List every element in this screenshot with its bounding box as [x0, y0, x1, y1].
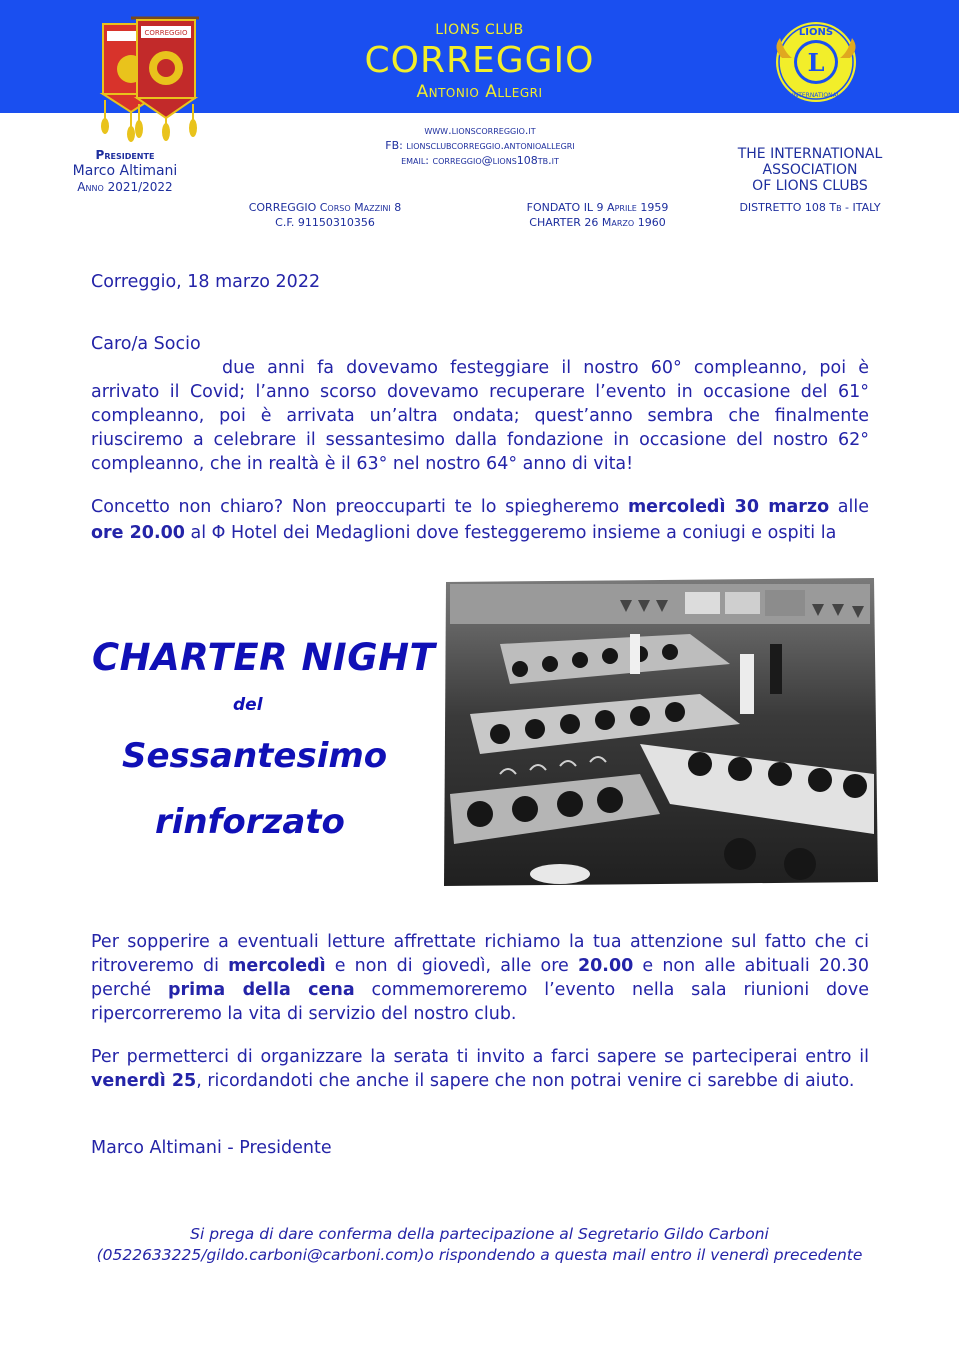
president-label: Presidente	[95, 148, 155, 162]
charter-rinforzato: rinforzato	[155, 802, 345, 842]
signature: Marco Altimani - Presidente	[91, 1138, 332, 1158]
emblem-letter: L	[807, 48, 825, 77]
footer-note	[0, 1224, 959, 1266]
salutation: Caro/a Socio	[91, 334, 201, 354]
paragraph-2: Concetto non chiaro? Non preoccuparti te lo spiegheremo mercoledì 30 marzo alle ore 20.00 al Φ Hotel dei Medaglioni dove festeggeremo insieme a coniugi e ospiti la	[91, 497, 869, 543]
address: CORREGGIO Corso Mazzini 8	[248, 201, 402, 214]
email-link[interactable]: email: correggio@lions108tb.it	[401, 154, 559, 167]
charter-date: CHARTER 26 Marzo 1960	[529, 216, 666, 229]
club-subtitle: Antonio Allegri	[416, 82, 543, 102]
charter-title: CHARTER NIGHT	[92, 636, 436, 679]
club-name: CORREGGIO	[364, 40, 595, 81]
facebook-link[interactable]: FB: lionsclubcorreggio.antonioallegri	[385, 139, 575, 152]
letter-date: Correggio, 18 marzo 2022	[91, 272, 321, 292]
association-line-2: ASSOCIATION	[762, 162, 858, 178]
paragraph-1: due anni fa dovevamo festeggiare il nostro 60° compleanno, poi è arrivato il Covid; l’anno scorso dovevamo recuperare l’evento in occasione del 61° compleanno, poi è arrivata un’altra ondata; quest’anno sembra che finalmente riusciremo a celebrare il sessantesimo dalla fondazione in occasione del nostro 62° compleanno, che in realtà è il 63° nel nostro 64° anno di vita!	[91, 358, 869, 474]
charter-sessantesimo: Sessantesimo	[122, 736, 388, 776]
founded-date: FONDATO IL 9 Aprile 1959	[526, 201, 669, 214]
association-line-1: THE INTERNATIONAL	[737, 146, 883, 162]
association-line-3: OF LIONS CLUBS	[752, 178, 868, 194]
district: DISTRETTO 108 Tb - ITALY	[739, 201, 881, 214]
charter-del: del	[233, 695, 263, 715]
pennant-text: CORREGGIO	[144, 29, 188, 37]
website-link[interactable]: www.lionscorreggio.it	[424, 124, 536, 137]
president-year: Anno 2021/2022	[77, 180, 173, 194]
paragraph-3: Per sopperire a eventuali letture affrettate richiamo la tua attenzione sul fatto che ci ritroveremo di mercoledì e non di giovedì, alle ore 20.00 e non alle abituali 20.30 perché prima della cena commemoreremo l’evento nella sala riunioni dove ripercorreremo la vita di servizio del nostro club.	[91, 932, 869, 1024]
banquet-photo	[440, 574, 880, 890]
lions-emblem-icon	[772, 18, 860, 106]
emblem-bottom-text: INTERNATIONAL	[791, 92, 841, 99]
footer-line-2: (0522633225/gildo.carboni@carboni.com)o rispondendo a questa mail entro il venerdì precedente	[96, 1246, 863, 1264]
club-label: LIONS CLUB	[435, 22, 524, 38]
emblem-top-text: LIONS	[798, 27, 834, 38]
paragraph-4: Per permetterci di organizzare la serata ti invito a farci sapere se parteciperai entro il venerdì 25, ricordandoti che anche il sapere che non potrai venire ci sarebbe di aiuto.	[91, 1047, 869, 1091]
tax-code: C.F. 91150310356	[275, 216, 375, 229]
president-name: Marco Altimani	[72, 163, 178, 179]
footer-line-1: Si prega di dare conferma della partecipazione al Segretario Gildo Carboni	[190, 1225, 769, 1243]
